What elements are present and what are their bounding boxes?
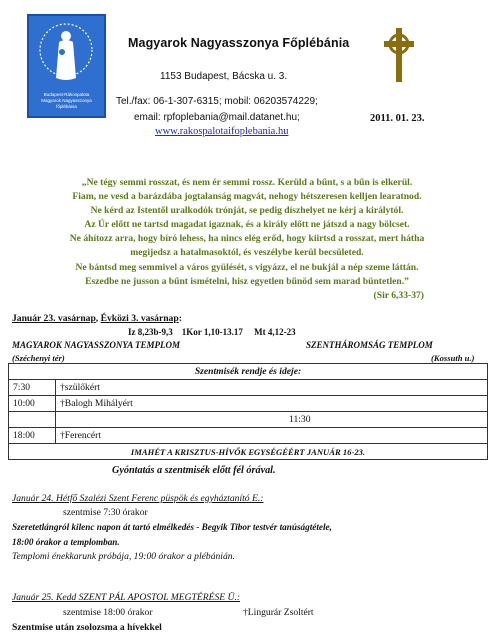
mass-time: 10:00 — [9, 396, 56, 412]
readings — [128, 327, 296, 337]
mass-time-right: 11:30 — [209, 412, 488, 428]
church-right: SZENTHÁROMSÁG TEMPLOM — [306, 340, 433, 350]
parish-logo — [27, 14, 106, 118]
quote-line: megijedsz a hatalmasoktól, és veszélybe kerül becsületed. — [130, 247, 364, 259]
tuesday-mass: szentmise 18:00 órakor — [63, 607, 153, 618]
reading-ref: 4,12-23 — [267, 327, 296, 337]
mass-time-right — [209, 428, 488, 444]
mass-intention: †Balogh Mihályért — [56, 396, 210, 412]
quote-line: „Ne tégy semmi rosszat, és nem ér semmi rossz. Kerüld a bűnt, s a bűn is elkerül. — [81, 177, 413, 188]
mass-intention — [56, 412, 210, 428]
tuesday-intention: †Lingurár Zsoltért — [243, 607, 314, 618]
church-left-place: (Széchenyi tér) — [12, 353, 65, 363]
mass-schedule-table — [8, 363, 488, 460]
mass-time — [9, 412, 56, 428]
reading-label: 1Kor — [181, 327, 202, 337]
parish-title: Magyarok Nagyasszonya Főplébánia — [128, 36, 350, 50]
mass-intention: †Ferencért — [56, 428, 210, 444]
logo-line: főplébánia — [56, 104, 77, 109]
quote-reference: (Sir 6,33-37) — [373, 289, 424, 301]
church-right-place: (Kossuth u.) — [431, 353, 475, 363]
sunday-date: Január 23. vasárnap — [12, 313, 96, 324]
logo-line: Magyarok Nagyasszonya — [41, 98, 92, 103]
table-row — [9, 396, 488, 412]
confession-note: Gyóntatás a szentmisék előtt fél órával. — [112, 465, 276, 476]
quote-line: Eszedbe ne jusson a bűnt ismételni, hisz egyetlen bűnöd sem marad büntetlen.” — [85, 275, 409, 287]
mass-time-right — [209, 396, 488, 412]
quote-line: Az Úr előtt ne tartsd magadat igaznak, és a király előtt ne játszd a nagy bölcset. — [84, 219, 410, 231]
logo-line: Budapest-Rákospalota — [43, 92, 90, 97]
schedule-heading: Szentmisék rendje és ideje: — [9, 364, 488, 380]
mass-time-right — [209, 380, 488, 396]
website-link[interactable]: www.rakospalotaifoplebania.hu — [155, 126, 289, 137]
monday-choir: Templomi énekkarunk próbája, 19:00 órakor a plébánián. — [12, 551, 235, 562]
table-row — [9, 380, 488, 396]
church-left: MAGYAROK NAGYASSZONYA TEMPLOM — [12, 340, 181, 350]
quote-line: Ne áhítozz arra, hogy bíró lehess, ha nincs elég erőd, hogy kiirtsd a rosszat, mert hátha — [69, 233, 425, 245]
sunday-heading — [12, 313, 182, 324]
quote-line: Ne bántsd meg semmivel a város gyülését, s vigyázz, el ne bukjál a nép szeme láttán. — [75, 261, 419, 273]
table-row — [9, 412, 488, 428]
scripture-quote — [8, 176, 486, 303]
quote-line: Ne kérd az Istentől uralkodók trónját, se pedig díszhelyet ne kérj a királytól. — [90, 205, 404, 217]
tuesday-heading: Január 25. Kedd SZENT PÁL APOSTOL MEGTÉRÉSE Ü.: — [12, 592, 241, 603]
reading-ref: 8,23b-9,3 — [137, 327, 173, 337]
sunday-occasion: Évközi 3. vasárnap — [100, 313, 179, 324]
sunday-colon: : — [178, 313, 182, 324]
sunday-separator: , — [95, 313, 101, 324]
mass-time: 7:30 — [9, 380, 56, 396]
monday-event: Szeretetlángról kilenc napon át tartó elmélkedés - Begyik Tibor testvér tanúságtétele, — [12, 522, 332, 532]
table-row — [9, 428, 488, 444]
monday-event-time: 18:00 órakor a templomban. — [12, 537, 120, 547]
bulletin-date: 2011. 01. 23. — [370, 113, 425, 124]
reading-ref: 1,10-13.17 — [203, 327, 243, 337]
address: 1153 Budapest, Bácska u. 3. — [160, 71, 288, 82]
quote-line: Fiam, ne vesd a barázdába jogtalanság magvát, nehogy hétszeresen kelljen learatnod. — [72, 191, 422, 203]
prayer-week-note: IMAHÉT A KRISZTUS-HÍVŐK EGYSÉGÉÉRT JANUÁR 16-23. — [9, 444, 488, 460]
reading-label: Mt — [254, 327, 266, 337]
mass-time: 18:00 — [9, 428, 56, 444]
phone-line: Tel./fax: 06-1-307-6315; mobil: 06203574229; — [116, 96, 318, 107]
email-line: email: rpfoplebania@mail.datanet.hu; — [134, 112, 300, 123]
monday-heading: Január 24. Hétfő Szalézi Szent Ferenc püspök és egyháztanító E.: — [12, 493, 264, 504]
tuesday-after: Szentmise után zsolozsma a hívekkel — [12, 622, 162, 633]
reading-label: Iz — [128, 327, 136, 337]
mass-intention: †szülőkért — [56, 380, 210, 396]
celtic-cross-icon — [383, 27, 415, 83]
monday-mass: szentmise 7:30 órakor — [63, 507, 148, 518]
